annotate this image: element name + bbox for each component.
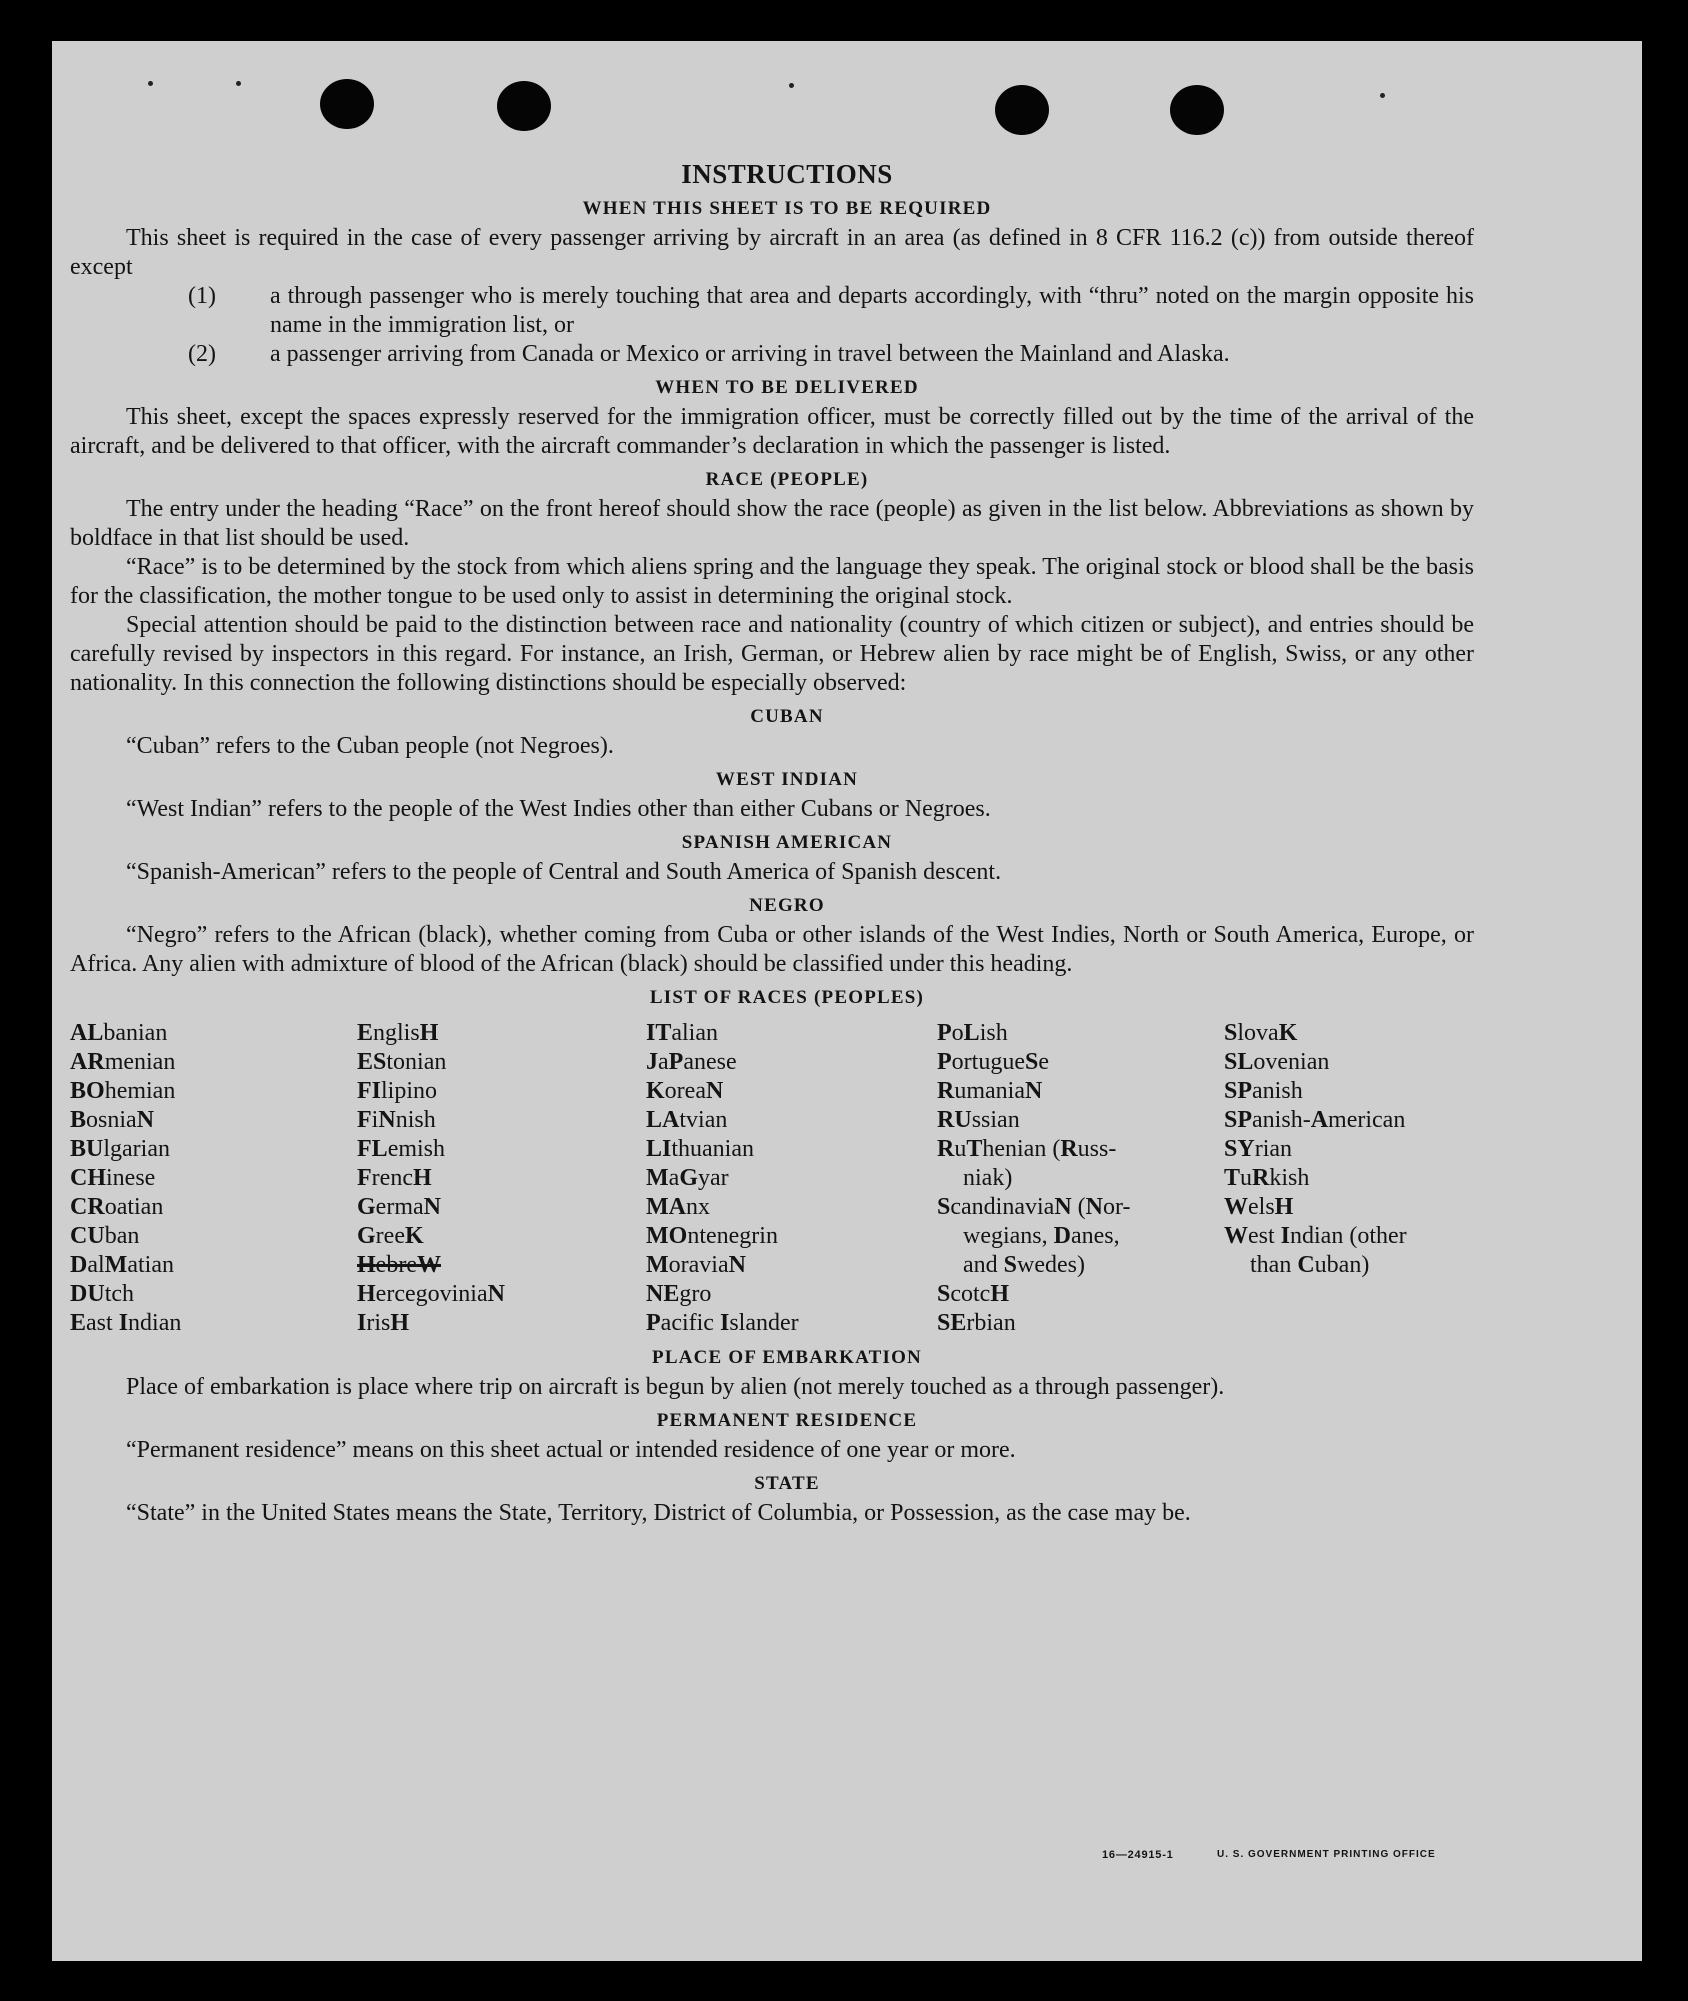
race-item: GermaN [357,1194,441,1220]
race-column-5 [1224,1019,1407,1280]
race-item: TuRkish [1224,1165,1310,1191]
race-item: FrencH [357,1165,432,1191]
heading-when-required: WHEN THIS SHEET IS TO BE REQUIRED [582,198,992,219]
race-item: RumaniaN [937,1078,1043,1104]
paragraph-race-1: The entry under the heading “Race” on the front hereof should show the race (people) as given in the list below. Abbreviations as shown by boldface in that list should be used. [70,496,1474,551]
heading-when-delivered: WHEN TO BE DELIVERED [655,377,919,398]
race-item: SLovenian [1224,1049,1330,1075]
instructions-body [70,159,1474,1528]
race-item: DalMatian [70,1252,174,1278]
race-item: ALbanian [70,1020,168,1046]
item-number: (1) [188,283,216,309]
race-item-continuation: and Swedes) [963,1252,1085,1278]
race-item: SErbian [937,1310,1016,1336]
paragraph-spanish-american: “Spanish-American” refers to the people of Central and South America of Spanish descent. [126,859,1002,885]
page-title: INSTRUCTIONS [681,159,893,189]
race-item: CRoatian [70,1194,164,1220]
race-item: SPanish [1224,1078,1303,1104]
race-item: PortugueSe [937,1049,1049,1075]
race-item: PoLish [937,1020,1008,1046]
printer-imprint: U. S. GOVERNMENT PRINTING OFFICE [1217,1849,1436,1860]
race-item: KoreaN [646,1078,724,1104]
speck [789,83,794,88]
punch-hole [497,81,551,131]
form-code: 16—24915-1 [1102,1849,1174,1861]
race-item: CHinese [70,1165,156,1191]
heading-cuban: CUBAN [750,706,824,727]
race-item: EStonian [357,1049,447,1075]
race-item: ScandinaviaN (Nor- [937,1194,1131,1220]
punch-hole [995,85,1049,135]
race-item-struck: HebreW [357,1252,441,1278]
race-item: RuThenian (Russ- [937,1136,1117,1162]
race-item-continuation: wegians, Danes, [963,1223,1120,1249]
race-item: BosniaN [70,1107,155,1133]
race-item: LIthuanian [646,1136,754,1162]
race-column-1 [70,1019,181,1338]
race-item: DUtch [70,1281,135,1307]
race-item: ITalian [646,1020,718,1046]
race-item: NEgro [646,1281,712,1307]
race-item: West Indian (other [1224,1223,1407,1249]
speck [1380,93,1385,98]
speck [148,81,153,86]
race-item: WelsH [1224,1194,1294,1220]
race-item: Pacific Islander [646,1310,799,1336]
race-item: MoraviaN [646,1252,746,1278]
heading-state: STATE [754,1473,820,1494]
heading-permanent-residence: PERMANENT RESIDENCE [656,1410,918,1431]
punch-hole [320,79,374,129]
race-item: BOhemian [70,1078,176,1104]
exception-item-1 [70,282,1474,340]
race-item-continuation: than Cuban) [1250,1252,1370,1278]
race-column-4 [937,1019,1131,1338]
race-item: FIlipino [357,1078,438,1104]
race-item: LAtvian [646,1107,728,1133]
race-item: SPanish-American [1224,1107,1406,1133]
heading-race: RACE (PEOPLE) [705,469,869,490]
race-item: RUssian [937,1107,1020,1133]
race-item: IrisH [357,1310,410,1336]
race-item: ARmenian [70,1049,176,1075]
race-column-2 [357,1019,505,1338]
heading-embarkation: PLACE OF EMBARKATION [652,1347,922,1368]
item-text: a through passenger who is merely touching that area and departs accordingly, with “thru” noted on the margin opposite his name in the immigration list, or [270,283,1474,338]
race-item: SlovaK [1224,1020,1298,1046]
race-column-3 [646,1019,799,1338]
race-list [70,1019,1474,1339]
paragraph-west-indian: “West Indian” refers to the people of the West Indies other than either Cubans or Negroes. [126,796,991,822]
exception-item-2 [70,340,1474,369]
speck [236,81,241,86]
race-item: MaGyar [646,1165,729,1191]
race-item: CUban [70,1223,140,1249]
race-item: SYrian [1224,1136,1293,1162]
punch-hole [1170,85,1224,135]
paragraph-embarkation: Place of embarkation is place where trip on aircraft is begun by alien (not merely touched as a through passenger). [126,1374,1225,1400]
race-item: EnglisH [357,1020,439,1046]
race-item: FiNnish [357,1107,436,1133]
race-item: HercegoviniaN [357,1281,505,1307]
document-page [52,41,1642,1961]
race-item: ScotcH [937,1281,1010,1307]
race-item: FLemish [357,1136,446,1162]
heading-list-of-races: LIST OF RACES (PEOPLES) [649,987,925,1008]
paragraph-cuban: “Cuban” refers to the Cuban people (not Negroes). [126,733,614,759]
heading-negro: NEGRO [749,895,825,916]
race-item: MAnx [646,1194,710,1220]
paragraph-when-delivered: This sheet, except the spaces expressly reserved for the immigration officer, must be correctly filled out by the time of the arrival of the aircraft, and be delivered to that officer, with the aircraft commander’s declaration in which the passenger is listed. [70,404,1474,459]
item-text: a passenger arriving from Canada or Mexico or arriving in travel between the Mainland and Alaska. [270,341,1230,367]
race-item: BUlgarian [70,1136,170,1162]
paragraph-when-required: This sheet is required in the case of every passenger arriving by aircraft in an area (as defined in 8 CFR 116.2 (c)) from outside thereof except [70,225,1474,280]
race-item: JaPanese [646,1049,737,1075]
paragraph-permanent-residence: “Permanent residence” means on this sheet actual or intended residence of one year or more. [126,1437,1016,1463]
paragraph-race-2: “Race” is to be determined by the stock from which aliens spring and the language they speak. The original stock or blood shall be the basis for the classification, the mother tongue to be used only to assist in determining the original stock. [70,554,1474,609]
heading-west-indian: WEST INDIAN [715,769,859,790]
race-item-continuation: niak) [963,1165,1013,1191]
paragraph-race-3: Special attention should be paid to the distinction between race and nationality (country of which citizen or subject), and entries should be carefully revised by inspectors in this regard. For instance, an Irish, German, or Hebrew alien by race might be of English, Swiss, or any other nationality. In this connection the following distinctions should be especially observed: [70,612,1474,696]
race-item: East Indian [70,1310,182,1336]
paragraph-state: “State” in the United States means the State, Territory, District of Columbia, or Possession, as the case may be. [126,1500,1191,1526]
item-number: (2) [188,341,216,367]
heading-spanish-american: SPANISH AMERICAN [681,832,893,853]
race-item: MOntenegrin [646,1223,778,1249]
race-item: GreeK [357,1223,424,1249]
paragraph-negro: “Negro” refers to the African (black), whether coming from Cuba or other islands of the West Indies, North or South America, Europe, or Africa. Any alien with admixture of blood of the African (black) should be classified under this heading. [70,922,1474,977]
